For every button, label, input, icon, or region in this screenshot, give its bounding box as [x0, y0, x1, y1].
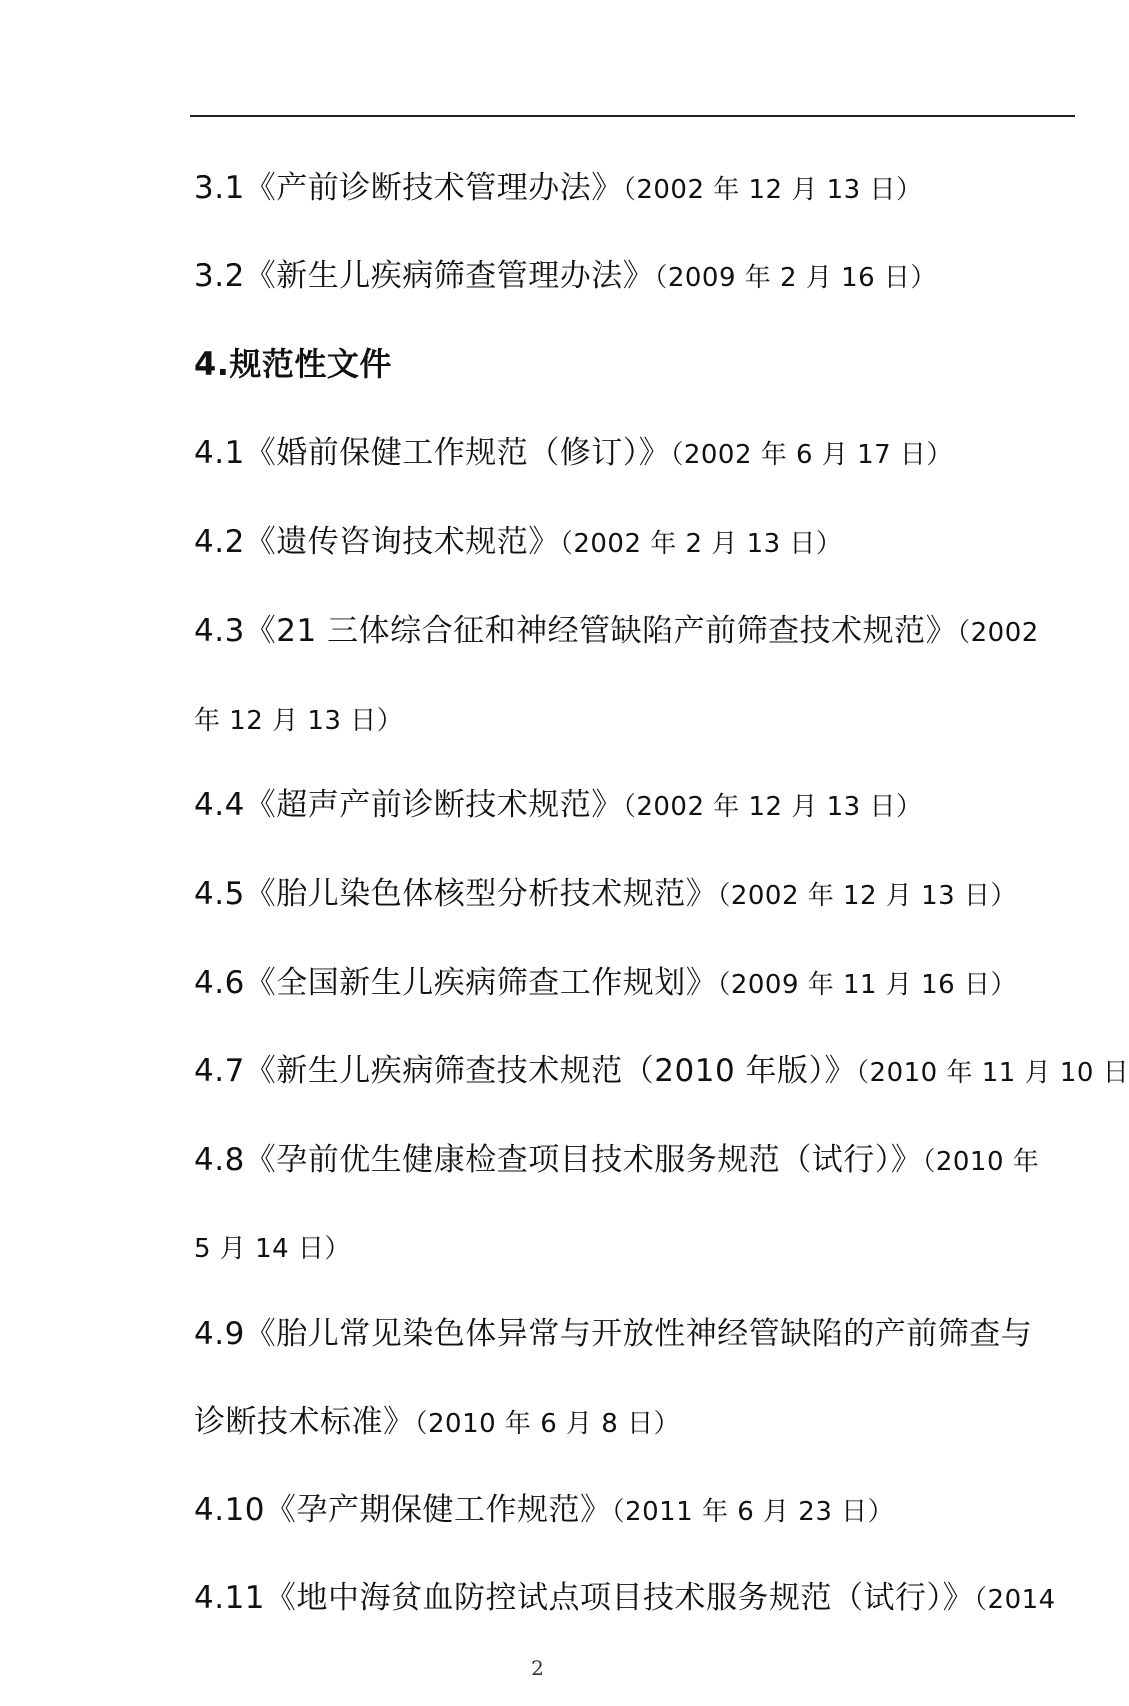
item-title: 4.3《21 三体综合征和神经管缺陷产前筛查技术规范》 [194, 613, 958, 649]
item-title: 4.5《胎儿染色体核型分析技术规范》 [194, 876, 718, 912]
header-rule [190, 115, 1075, 117]
list-item [194, 1578, 1056, 1620]
list-item [194, 168, 922, 210]
item-date: （2010 年 11 月 10 日 [856, 1058, 1129, 1088]
item-title: 4.1《婚前保健工作规范（修订）》 [194, 435, 671, 471]
list-item-continuation [194, 699, 403, 741]
list-item [194, 1140, 1039, 1182]
list-item [194, 611, 1039, 653]
item-title: 4.10《孕产期保健工作规范》 [194, 1492, 612, 1528]
list-item [194, 433, 953, 475]
item-date: （2009 年 2 月 16 日） [654, 263, 937, 293]
list-item [194, 1051, 1129, 1093]
item-date: （2011 年 6 月 23 日） [611, 1497, 895, 1527]
item-date: （2002 年 12 月 13 日） [622, 792, 923, 822]
item-title: 4.11《地中海贫血防控试点项目技术服务规范（试行）》 [194, 1580, 975, 1616]
item-title: 4.6《全国新生儿疾病筛查工作规划》 [194, 965, 718, 1001]
page-number: 2 [531, 1656, 544, 1680]
item-title: 3.1《产前诊断技术管理办法》 [194, 170, 623, 206]
item-date: （2002 [957, 618, 1039, 648]
item-date: 年 12 月 13 日） [194, 706, 404, 736]
item-date: 5 月 14 日） [194, 1234, 351, 1264]
item-title: 4.4《超声产前诊断技术规范》 [194, 787, 623, 823]
item-date: （2014 [974, 1585, 1056, 1615]
item-date: （2010 年 [922, 1147, 1040, 1177]
list-item-continuation [194, 1402, 680, 1444]
list-item-continuation [194, 1227, 351, 1269]
section-heading [194, 344, 392, 384]
list-item [194, 963, 1017, 1005]
item-title: 3.2《新生儿疾病筛查管理办法》 [194, 258, 655, 294]
item-date: （2010 年 6 月 8 日） [414, 1409, 681, 1439]
item-title: 4.2《遗传咨询技术规范》 [194, 524, 560, 560]
list-item [194, 1314, 1032, 1356]
list-item [194, 785, 922, 827]
list-item [194, 522, 842, 564]
item-title: 4.9《胎儿常见染色体异常与开放性神经管缺陷的产前筛查与 [194, 1316, 1033, 1352]
item-title: 诊断技术标准》 [194, 1404, 415, 1440]
item-date: （2002 年 6 月 17 日） [670, 440, 953, 470]
list-item [194, 1490, 894, 1532]
item-title: 4.7《新生儿疾病筛查技术规范（2010 年版）》 [194, 1053, 857, 1089]
item-date: （2009 年 11 月 16 日） [717, 970, 1017, 1000]
item-date: （2002 年 2 月 13 日） [559, 529, 843, 559]
list-item [194, 256, 937, 298]
list-item [194, 874, 1017, 916]
item-title: 4.8《孕前优生健康检查项目技术服务规范（试行）》 [194, 1142, 923, 1178]
heading-text: 4.规范性文件 [194, 345, 392, 383]
item-date: （2002 年 12 月 13 日） [717, 881, 1017, 911]
item-date: （2002 年 12 月 13 日） [622, 175, 923, 205]
